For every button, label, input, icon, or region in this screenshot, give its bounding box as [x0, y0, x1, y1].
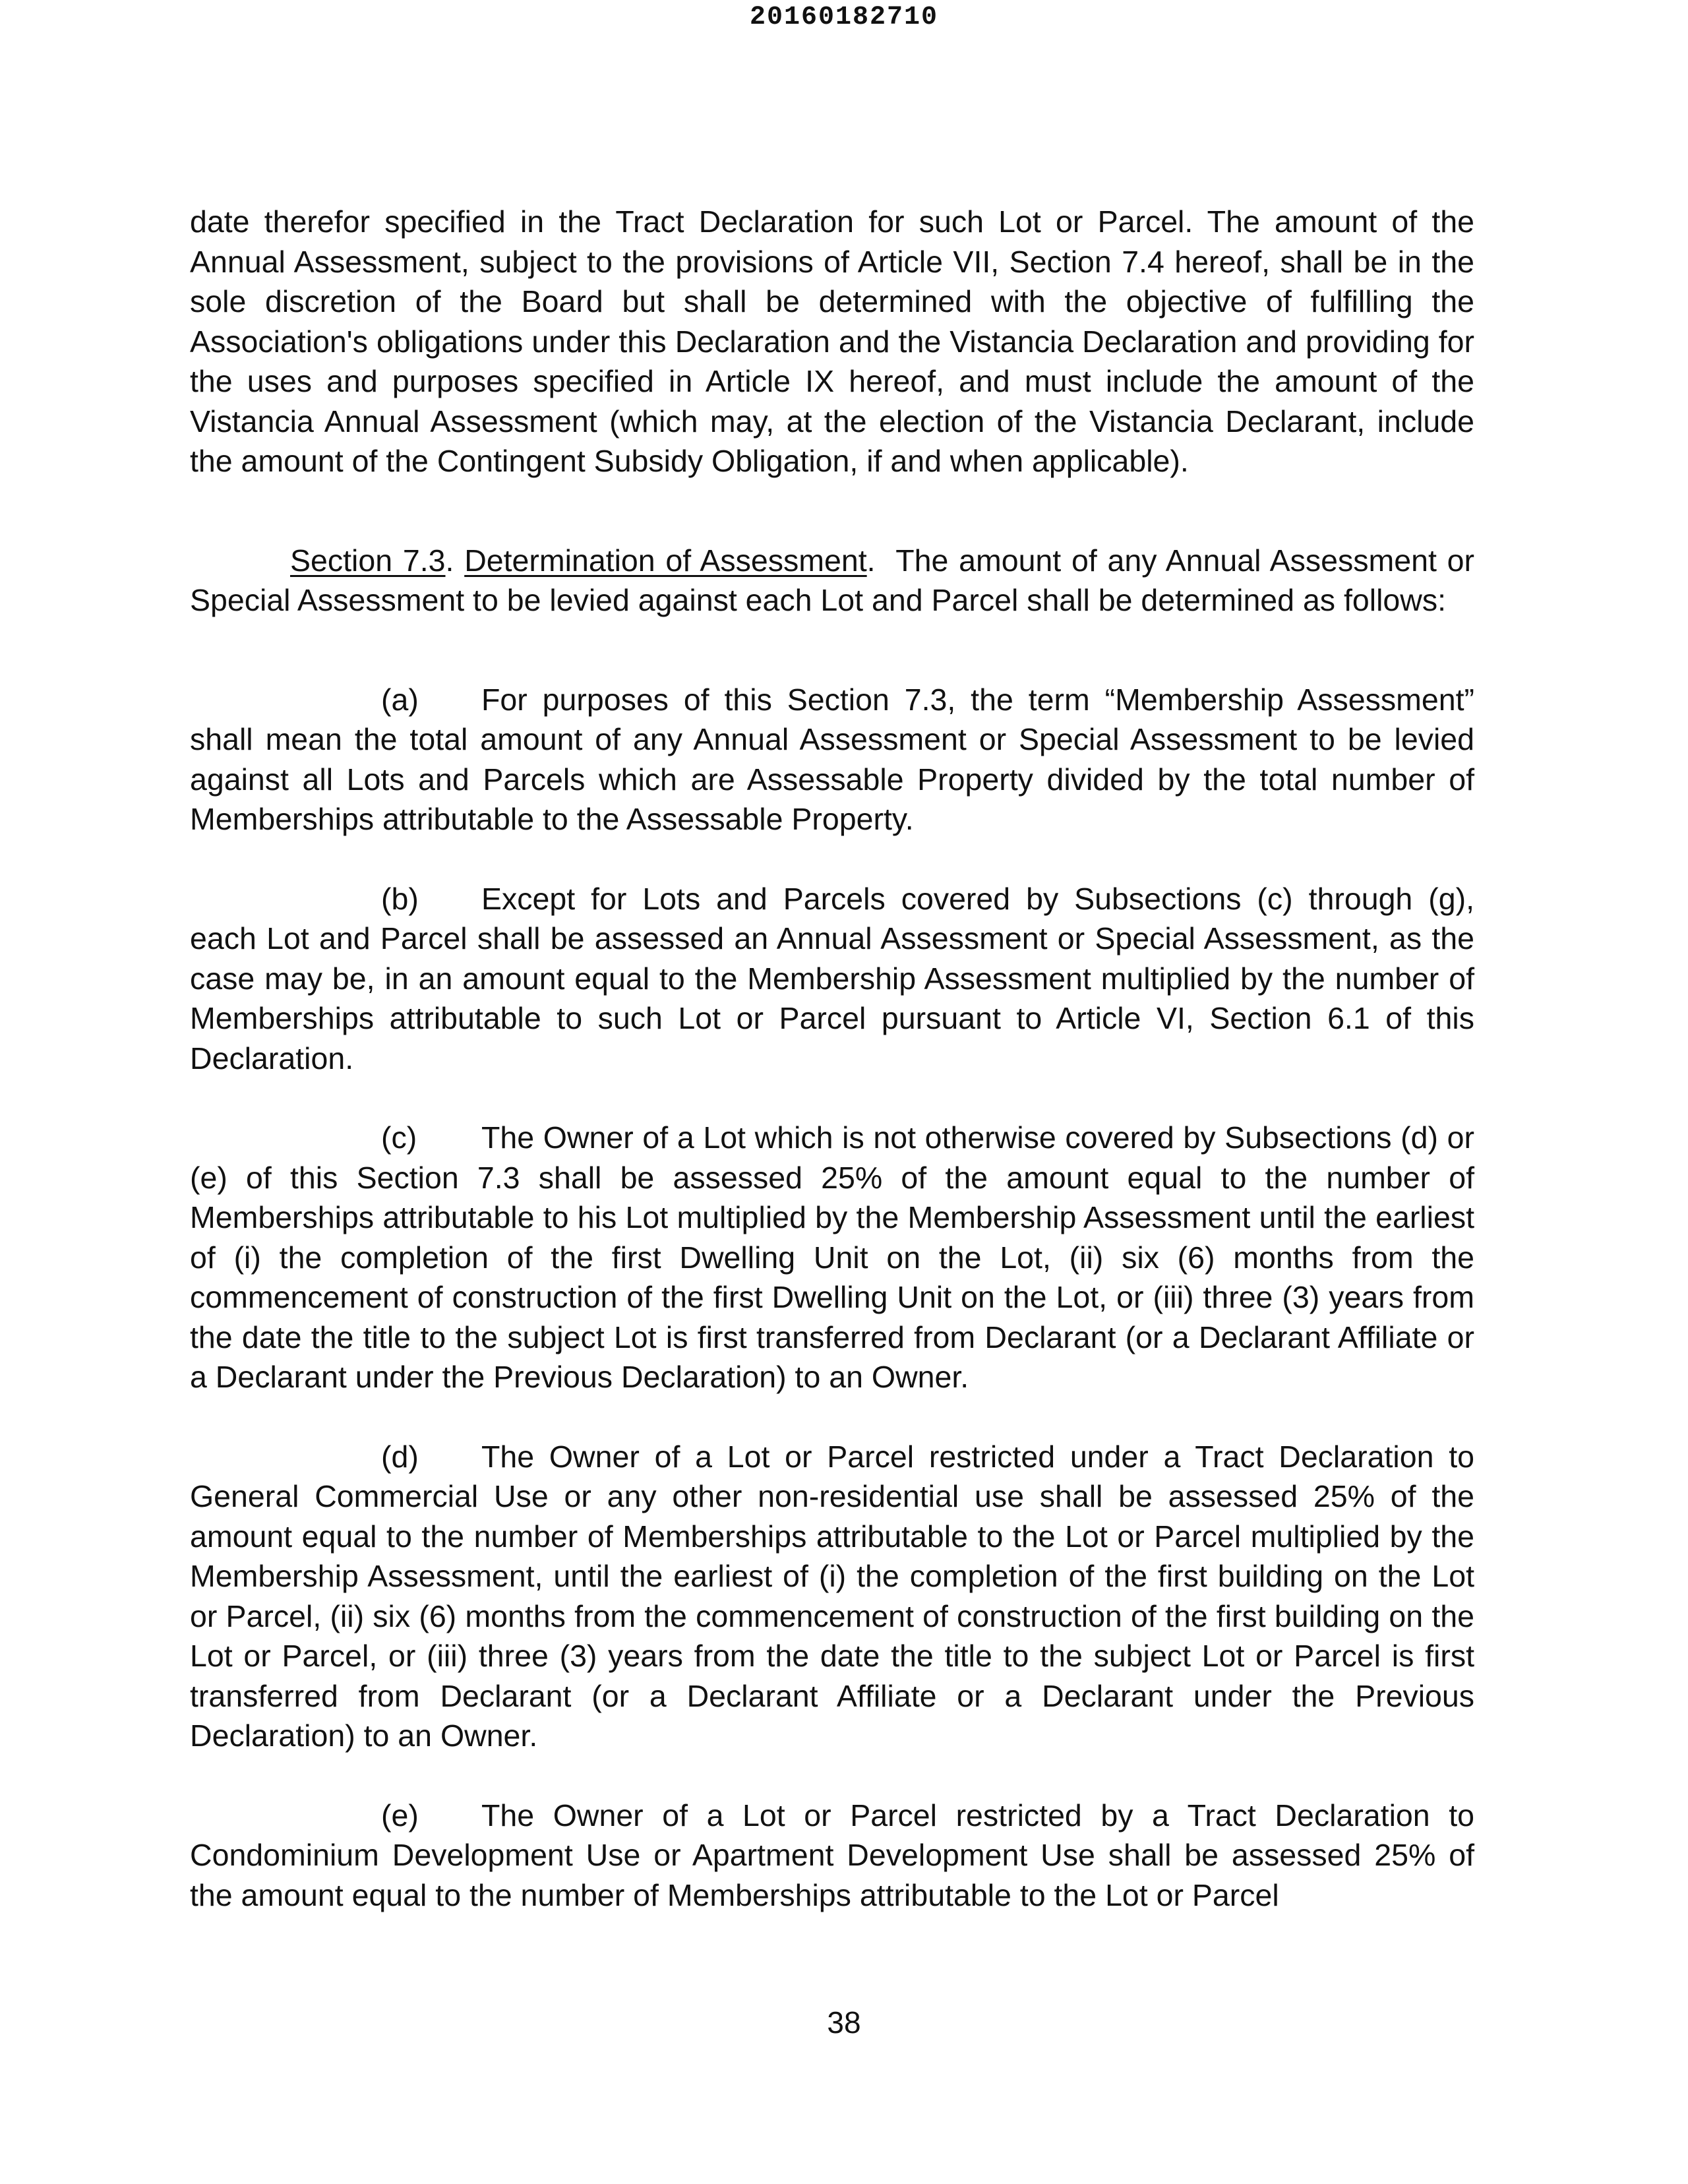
- subsection-paragraph: [190, 1437, 1474, 1756]
- document-body: [190, 202, 1474, 1915]
- section-intro-text: The amount of any Annual Assessment or Special Assessment to be levied against each Lot and Parcel shall be determined as follows:: [190, 543, 1474, 617]
- subsection-text: The Owner of a Lot or Parcel restricted under a Tract Declaration to General Commercial Use or any other non-residential use shall be assessed 25% of the amount equal to the number of Memberships attributable to the Lot or Parcel multiplied by the Membership Assessment, until the earliest of (i) the completion of the first building on the Lot or Parcel, (ii) six (6) months from the commencement of construction of the first building on the Lot or Parcel, or (iii) three (3) years from the date the title to the subject Lot or Parcel is first transferred from Declarant (or a Declarant Affiliate or a Declarant under the Previous Declaration) to an Owner.: [190, 1439, 1474, 1753]
- subsection-paragraph: [190, 879, 1474, 1079]
- subsection-label: (a): [381, 682, 419, 717]
- document-number: 20160182710: [749, 3, 939, 32]
- subsection-label: (d): [381, 1439, 419, 1474]
- section-7-3-paragraph: Section 7.3. Determination of Assessment. The amount of any Annual Assessment or Special Assessment to be levied against each Lot and Parcel shall be determined as follows:: [190, 543, 1474, 617]
- page-number: 38: [827, 2005, 861, 2040]
- subsection-text: The Owner of a Lot or Parcel restricted by a Tract Declaration to Condominium Development Use or Apartment Development Use shall be assessed 25% of the amount equal to the number of Memberships attributable to the Lot or Parcel: [190, 1798, 1474, 1912]
- subsection-paragraph: [190, 680, 1474, 839]
- subsection-text: For purposes of this Section 7.3, the term “Membership Assessment” shall mean the total amount of any Annual Assessment or Special Assessment to be levied against all Lots and Parcels which are Assessable Property divided by the total number of Memberships attributable to the Assessable Property.: [190, 682, 1474, 836]
- continuation-paragraph: date therefor specified in the Tract Declaration for such Lot or Parcel. The amount of the Annual Assessment, subject to the provisions of Article VII, Section 7.4 hereof, shall be in the sole discretion of the Board but shall be determined with the objective of fulfilling the Association's obligations under this Declaration and the Vistancia Declaration and providing for the uses and purposes specified in Article IX hereof, and must include the amount of the Vistancia Annual Assessment (which may, at the election of the Vistancia Declarant, include the amount of the Contingent Subsidy Obligation, if and when applicable).: [190, 204, 1474, 478]
- subsection-text: The Owner of a Lot which is not otherwise covered by Subsections (d) or (e) of this Section 7.3 shall be assessed 25% of the amount equal to the number of Memberships attributable to his Lot multiplied by the Membership Assessment until the earliest of (i) the completion of the first Dwelling Unit on the Lot, (ii) six (6) months from the commencement of construction of the first Dwelling Unit on the Lot, or (iii) three (3) years from the date the title to the subject Lot is first transferred from Declarant (or a Declarant Affiliate or a Declarant under the Previous Declaration) to an Owner.: [190, 1120, 1474, 1394]
- subsection-label: (e): [381, 1798, 419, 1833]
- subsection-text: Except for Lots and Parcels covered by Subsections (c) through (g), each Lot and Parcel shall be assessed an Annual Assessment or Special Assessment, as the case may be, in an amount equal to the Membership Assessment multiplied by the number of Memberships attributable to such Lot or Parcel pursuant to Article VI, Section 6.1 of this Declaration.: [190, 881, 1474, 1076]
- subsection-paragraph: [190, 1796, 1474, 1916]
- subsection-label: (c): [381, 1120, 417, 1155]
- subsection-paragraph: [190, 1118, 1474, 1397]
- section-title: Determination of Assessment: [464, 543, 867, 578]
- section-number: Section 7.3: [290, 543, 446, 578]
- subsection-label: (b): [381, 881, 419, 916]
